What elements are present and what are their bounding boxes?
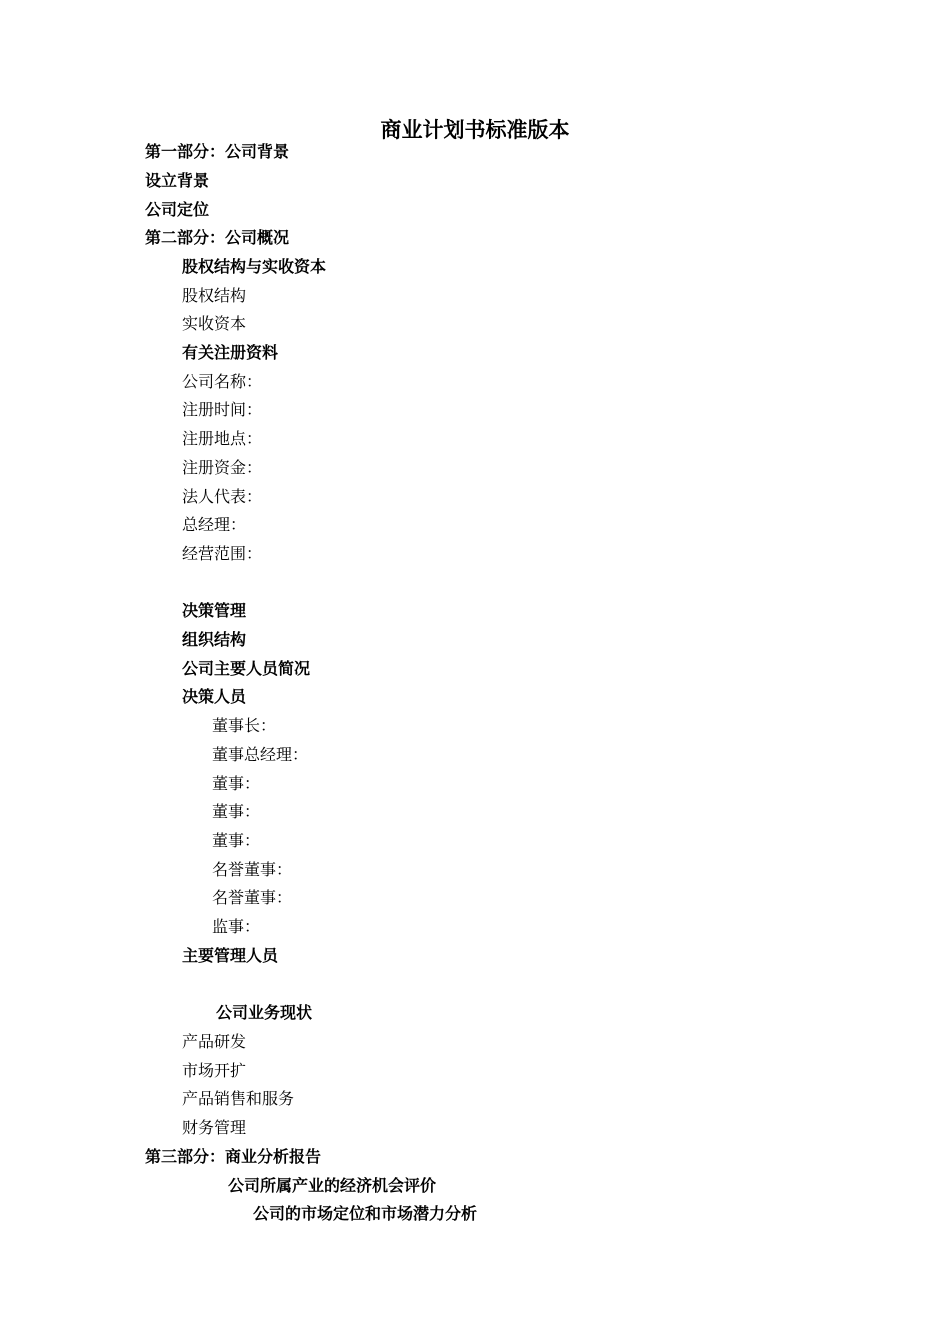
- list-item: 实收资本: [182, 314, 247, 333]
- list-item: 市场开扩: [182, 1061, 247, 1080]
- section-heading: 公司定位: [145, 200, 210, 219]
- subsection-heading: 主要管理人员: [182, 946, 279, 965]
- subsection-heading: 公司主要人员简况: [182, 659, 311, 678]
- field-label: 董事：: [212, 802, 261, 821]
- field-label: 名誉董事：: [212, 860, 293, 879]
- subsection-heading: 组织结构: [182, 630, 247, 649]
- field-label: 董事：: [212, 831, 261, 850]
- list-item: 产品研发: [182, 1032, 247, 1051]
- subsection-heading: 股权结构与实收资本: [182, 257, 327, 276]
- field-label: 董事：: [212, 774, 261, 793]
- field-label: 公司名称：: [182, 372, 263, 391]
- list-item: 股权结构: [182, 286, 247, 305]
- field-label: 董事长：: [212, 716, 277, 735]
- field-label: 注册地点：: [182, 429, 263, 448]
- subsection-heading: 决策人员: [182, 687, 247, 706]
- section-heading: 设立背景: [145, 171, 210, 190]
- subsection-heading: 公司业务现状: [216, 1003, 313, 1022]
- field-label: 董事总经理：: [212, 745, 309, 764]
- part-1-heading: 第一部分：公司背景: [145, 142, 290, 161]
- document-title: 商业计划书标准版本: [380, 117, 570, 142]
- list-item: 财务管理: [182, 1118, 247, 1137]
- part-3-heading: 第三部分：商业分析报告: [145, 1147, 322, 1166]
- subsection-heading: 决策管理: [182, 601, 247, 620]
- field-label: 注册资金：: [182, 458, 263, 477]
- field-label: 经营范围：: [182, 544, 263, 563]
- field-label: 监事：: [212, 917, 261, 936]
- field-label: 名誉董事：: [212, 888, 293, 907]
- part-2-heading: 第二部分：公司概况: [145, 228, 290, 247]
- list-item: 产品销售和服务: [182, 1089, 295, 1108]
- field-label: 法人代表：: [182, 487, 263, 506]
- subsection-heading: 有关注册资料: [182, 343, 279, 362]
- field-label: 总经理：: [182, 515, 247, 534]
- subsection-heading: 公司所属产业的经济机会评价: [228, 1176, 437, 1195]
- field-label: 注册时间：: [182, 400, 263, 419]
- subsection-heading: 公司的市场定位和市场潜力分析: [253, 1204, 478, 1223]
